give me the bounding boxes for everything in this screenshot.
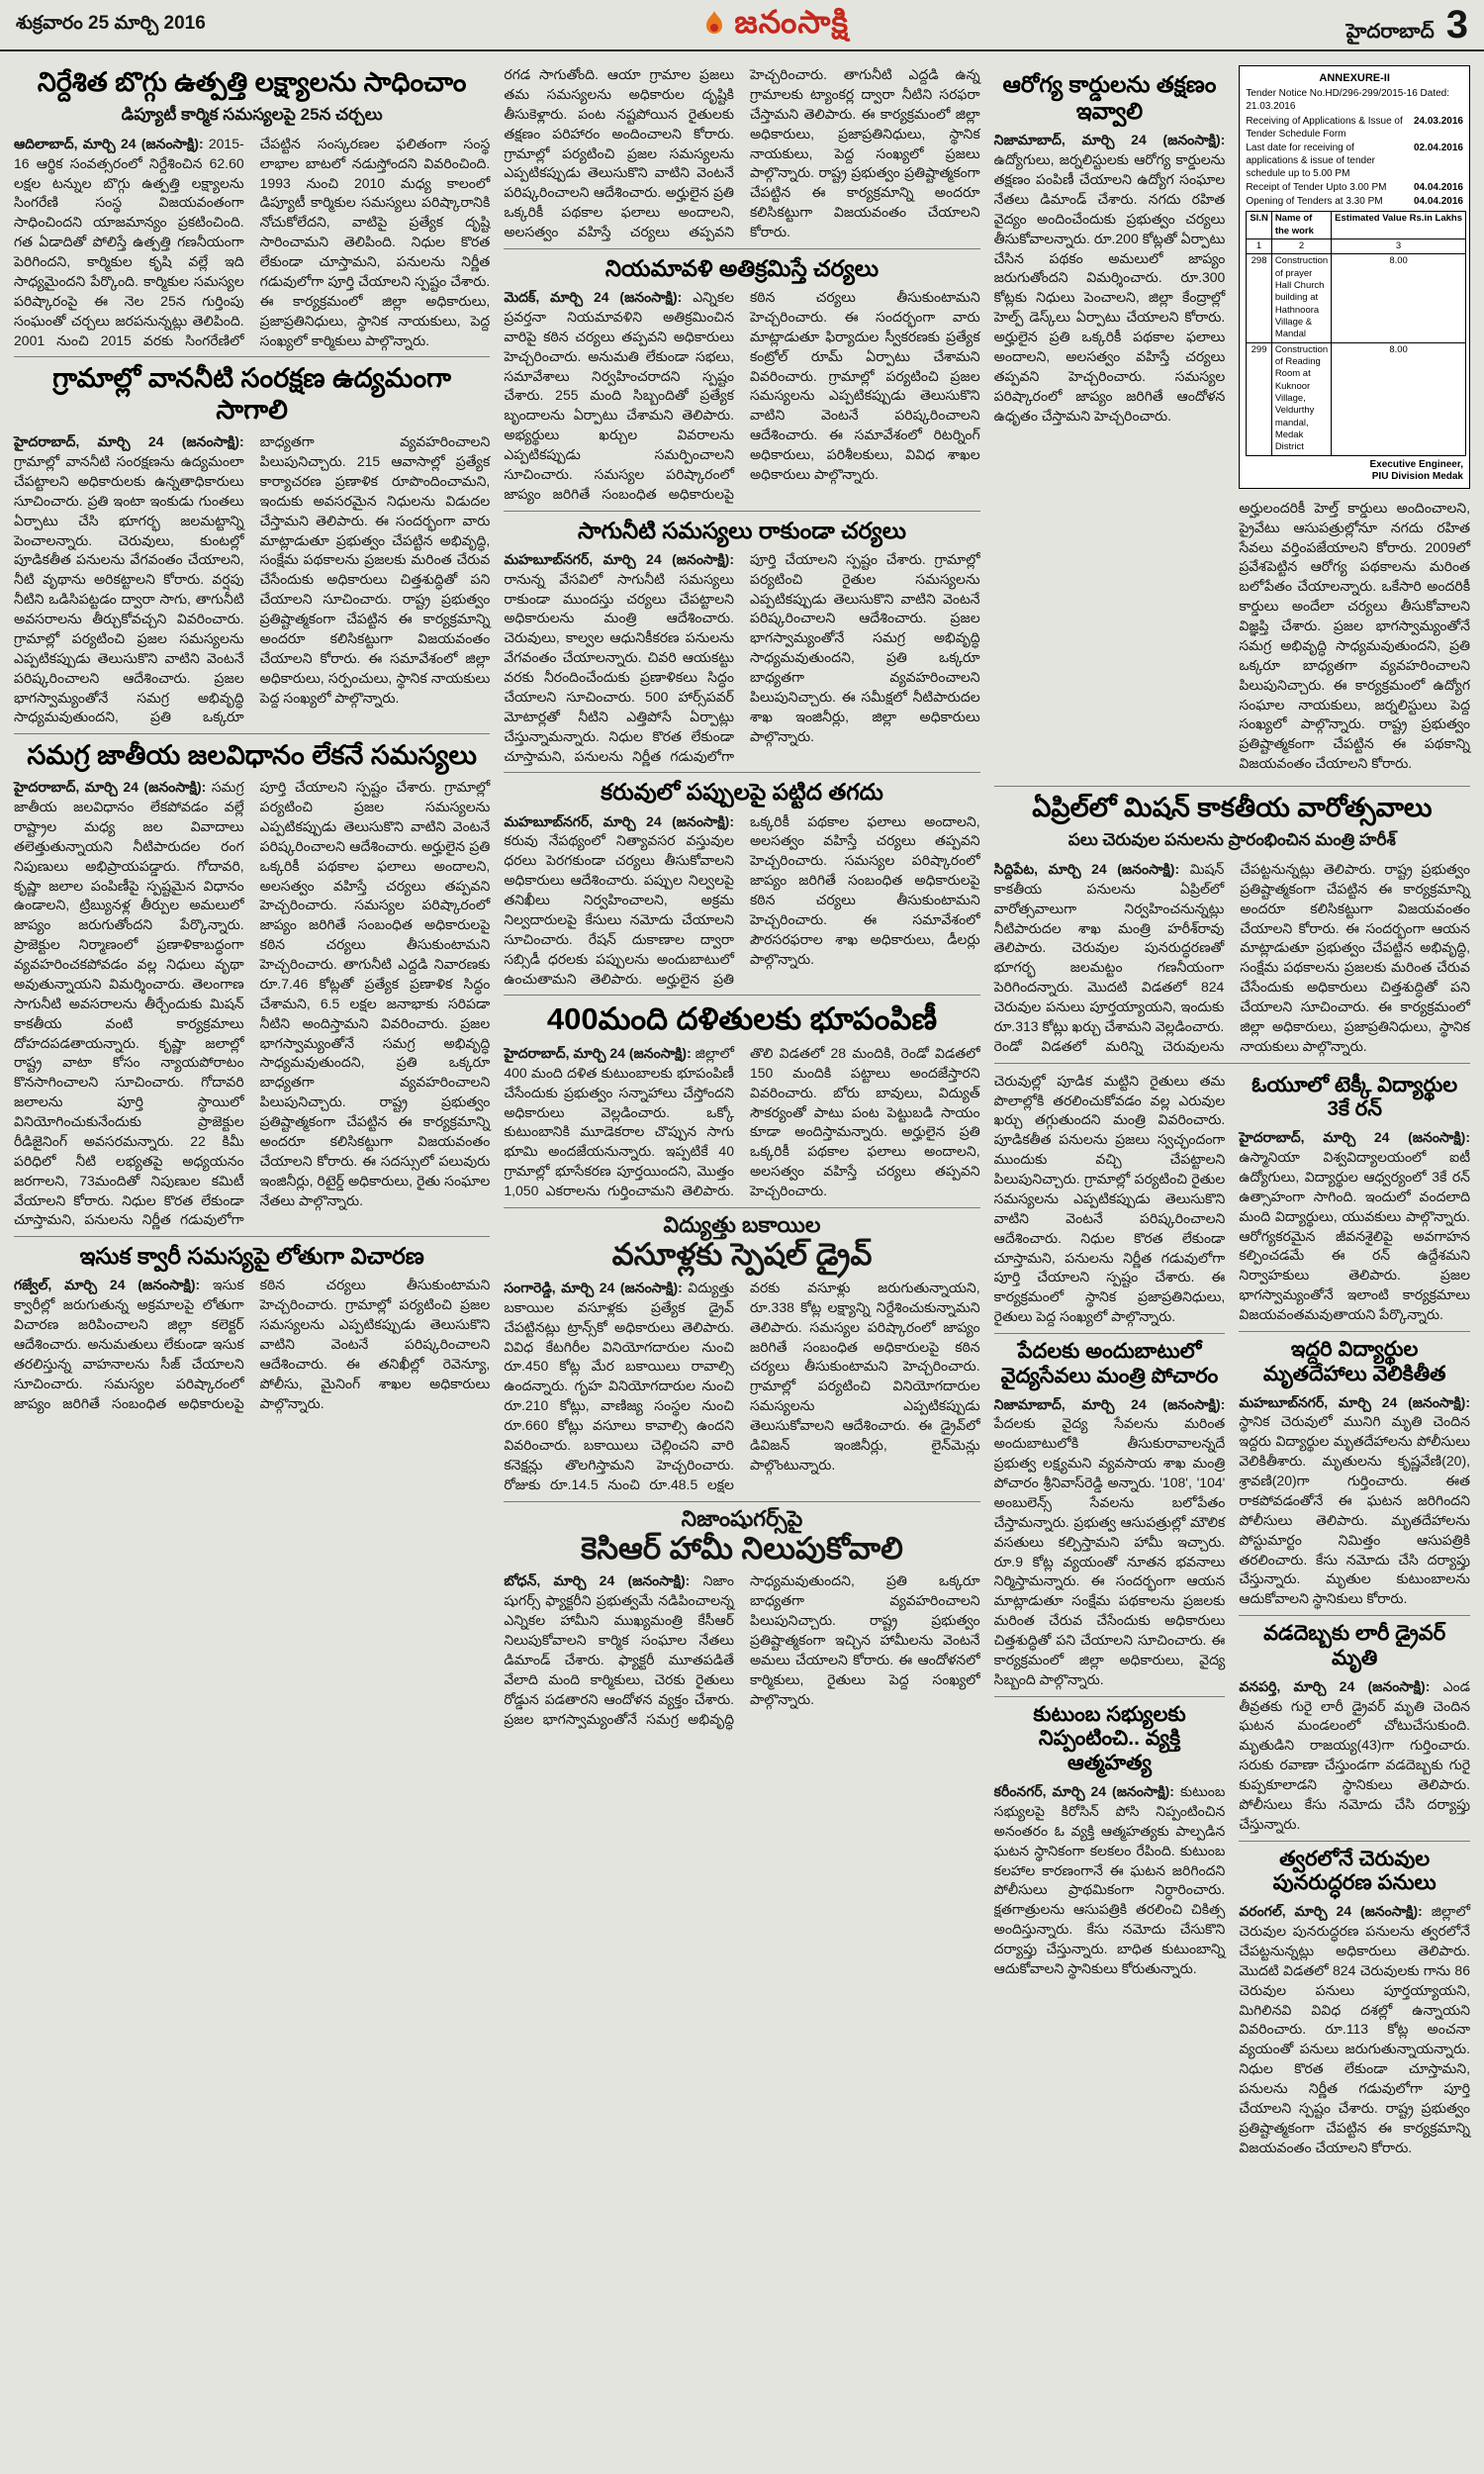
article-body xyxy=(504,65,979,242)
article-body xyxy=(1239,499,1470,774)
body-text: అర్హులందరికీ హెల్త్ కార్డులు అందించాలని, ప్రైవేటు ఆసుపత్రుల్లోనూ నగదు రహిత సేవలు వర్తింపజేయాలని కోరారు. 2009లో ప్రవేశపెట్టిన ఆరోగ్య పథకాలను మరింత బలోపేతం చేయాలన్నారు. ఒకేసారి అందరికీ కార్డులు అందేలా చర్యలు తీసుకోవాలని విజ్ఞప్తి చేశారు. ప్రజల భాగస్వామ్యంతోనే సమగ్ర అభివృద్ధి సాధ్యమవుతుందని, ప్రతి ఒక్కరూ బాధ్యతగా వ్యవహరించాలని పిలుపునిచ్చారు. ఈ కార్యక్రమంలో ఉద్యోగ సంఘాల నాయకులు, జర్నలిస్టులు పెద్ద సంఖ్యలో పాల్గొన్నారు. రాష్ట్ర ప్రభుత్వం ప్రతిష్టాత్మకంగా చేపట్టిన ఈ పథకాన్ని విజయవంతం చేయాలని కోరారు. xyxy=(1239,499,1470,772)
article-headline: కరువులో పప్పులపై పట్టిద తగదు xyxy=(601,779,883,806)
article-water-policy xyxy=(14,733,490,1236)
article-headline: వడదెబ్బకు లారీ డ్రైవర్ మృతి xyxy=(1263,1622,1446,1669)
article-lorry-driver-death xyxy=(1239,1615,1470,1841)
body-text: గ్రామాల్లో వాననీటి సంరక్షణను ఉద్యమంలా చేపట్టాలని అధికారులకు ఉన్నతాధికారులు సూచించారు. ప్రతి ఇంటా ఇంకుడు గుంతలు ఏర్పాటు చేసి భూగర్భ జలమట్టాన్ని పెంచాలన్నారు. చెరువులు, కుంటల్లో పూడికతీత పనులను వేగవంతం చేయాలని, నీటి వృథాను అరికట్టాలని కోరారు. వర్షపు నీటిని ఒడిసిపట్టడం ద్వారా సాగు, తాగునీటి అవసరాలను తీర్చుకోవచ్చని వివరించారు. గ్రామాల్లో పర్యటించి ప్రజల సమస్యలను ఎప్పటికప్పుడు తెలుసుకొని వాటిని వెంటనే పరిష్కరించాలని ఆదేశించారు. ప్రజల భాగస్వామ్యంతోనే సమగ్ర అభివృద్ధి సాధ్యమవుతుందని, ప్రతి ఒక్కరూ బాధ్యతగా వ్యవహరించాలని పిలుపునిచ్చారు. 215 ఆవాసాల్లో ప్రత్యేక కార్యాచరణ ప్రణాళిక రూపొందించామని, ఇందుకు అవసరమైన నిధులను విడుదల చేస్తామని తెలిపారు. ఈ సందర్భంగా వారు మాట్లాడుతూ ప్రభుత్వం చేపట్టిన అభివృద్ధి, సంక్షేమ పథకాలను ప్రజలకు మరింత చేరువ చేసేందుకు అధికారులు చిత్తశుద్ధితో పని చేయాలని సూచించారు. రాష్ట్ర ప్రభుత్వం ప్రతిష్టాత్మకంగా చేపట్టిన ఈ కార్యక్రమాన్ని అందరూ కలిసికట్టుగా విజయవంతం చేయాలని కోరారు. ఈ సమావేశంలో జిల్లా అధికారులు, సర్పంచులు, స్థానిక నాయకులు పెద్ద సంఖ్యలో పాల్గొన్నారు. xyxy=(14,433,491,725)
article-poor-health-services xyxy=(994,1333,1226,1696)
article-body xyxy=(504,1279,979,1495)
article-health-cards xyxy=(994,65,1226,431)
article-kakatiya-continuation xyxy=(994,1068,1226,1333)
work-description: Construction of Reading Room at Kuknoor Village, Veldurthy mandal, Medak District xyxy=(1271,342,1331,455)
article-body xyxy=(504,1044,979,1201)
article-headline-line1: నిజాంషుగర్స్‌పై xyxy=(681,1505,803,1531)
dateline: మహబూబ్‌నగర్, మార్చి 24 (జనంసాక్షి): xyxy=(504,812,734,829)
band-right xyxy=(994,61,1470,2464)
schedule-line xyxy=(1246,195,1463,208)
dateline: మహబూబ్‌నగర్, మార్చి 24 (జనంసాక్షి): xyxy=(504,550,734,567)
dateline: సంగారెడ్డి, మార్చి 24 (జనంసాక్షి): xyxy=(504,1279,683,1295)
article-body xyxy=(14,778,490,1230)
body-text: పేదలకు వైద్య సేవలను మరింత అందుబాటులోకి తీసుకురావాలన్నదే ప్రభుత్వ లక్ష్యమని వ్యవసాయ శాఖ మంత్రి పోచారం శ్రీనివాస్‌రెడ్డి అన్నారు. '108', '104' అంబులెన్స్ సేవలను బలోపేతం చేస్తామన్నారు. ప్రభుత్వ ఆసుపత్రుల్లో మౌలిక వసతులు కల్పిస్తామని హామీ ఇచ్చారు. రూ.9 కోట్ల వ్యయంతో నూతన భవనాలు నిర్మిస్తామన్నారు. ఈ సందర్భంగా ఆయన మాట్లాడుతూ సంక్షేమ పథకాలను ప్రజలకు మరింత చేరువ చేసేందుకు అధికారులు చిత్తశుద్ధితో పని చేయాలని సూచించారు. ఈ కార్యక్రమంలో జిల్లా అధికారులు, వైద్య సిబ్బంది పాల్గొన్నారు. xyxy=(993,1415,1226,1687)
tender-works-table xyxy=(1246,211,1466,456)
work-description: Construction of prayer Hall Church building at Hathnoora Village & Mandal xyxy=(1271,254,1331,342)
body-text: జిల్లాలో 400 మంది దళిత కుటుంబాలకు భూపంపిణీ చేసేందుకు ప్రభుత్వం సన్నాహాలు చేస్తోందని అధికారులు వెల్లడించారు. ఒక్కో కుటుంబానికి మూడెకరాల చొప్పున సాగు భూమి అందజేయనున్నారు. ఇప్పటికే 40 గ్రామాల్లో భూసేకరణ పూర్తయిందని, మొత్తం 1,050 ఎకరాలను గుర్తించామని తెలిపారు. తొలి విడతలో 28 మందికి, రెండో విడతలో 150 మందికి పట్టాలు అందజేస్తారని వివరించారు. బోరు బావులు, విద్యుత్ సౌకర్యంతో పాటు పంట పెట్టుబడి సాయం కూడా అందిస్తామన్నారు. అర్హులైన ప్రతి ఒక్కరికీ పథకాల ఫలాలు అందాలని, అలసత్వం వహిస్తే చర్యలు తప్పవని హెచ్చరించారు. xyxy=(504,1044,980,1199)
right-top-col5 xyxy=(994,65,1226,780)
article-coal-production xyxy=(14,61,490,356)
col-value: Estimated Value Rs.in Lakhs xyxy=(1332,212,1466,239)
signoff-designation: Executive Engineer, xyxy=(1369,458,1463,470)
body-text: విద్యుత్తు బకాయిల వసూళ్లకు ప్రత్యేక డ్రైవ్ చేపట్టినట్లు ట్రాన్స్‌కో అధికారులు తెలిపారు. వివిధ కేటగిరీల వినియోగదారుల నుంచి రూ.450 కోట్ల మేర బకాయిలు రావాల్సి ఉందన్నారు. గృహ వినియోగదారుల నుంచి రూ.210 కోట్లు, వాణిజ్య సంస్థల నుంచి రూ.660 కోట్లు వసూలు కావాల్సి ఉందని వివరించారు. బకాయిలు చెల్లించని వారి కనెక్షన్లు తొలగిస్తామని హెచ్చరించారు. రోజుకు రూ.14.5 నుంచి రూ.48.5 లక్షల వరకు వసూళ్లు జరుగుతున్నాయని, రూ.338 కోట్ల లక్ష్యాన్ని నిర్దేశించుకున్నామని తెలిపారు. సమస్యల పరిష్కారంలో జాప్యం జరిగితే సంబంధిత అధికారులపై కఠిన చర్యలు తీసుకుంటామని హెచ్చరించారు. గ్రామాల్లో పర్యటించి వినియోగదారుల సమస్యలను ఎప్పటికప్పుడు తెలుసుకోవాలని ఆదేశించారు. ఈ డ్రైవ్‌లో డివిజన్ ఇంజినీర్లు, లైన్‌మెన్లు పాల్గొంటున్నారు. xyxy=(504,1279,980,1492)
body-text: ఉద్యోగులు, జర్నలిస్టులకు ఆరోగ్య కార్డులను తక్షణం పంపిణీ చేయాలని ఉద్యోగ సంఘాల నేతలు డిమాండ్ చేశారు. నగదు రహిత వైద్యం అందించేందుకు ప్రభుత్వం చర్యలు తీసుకోవాలన్నారు. రూ.200 కోట్లతో ఏర్పాటు చేసిన పథకం అమలులో జాప్యం జరుగుతోందని విమర్శించారు. రూ.300 కోట్లకు నిధులు పెంచాలని, జిల్లా కేంద్రాల్లో హెల్ప్ డెస్క్‌లు ఏర్పాటు చేయాలని కోరారు. అర్హులైన ప్రతి ఒక్కరికీ పథకాల ఫలాలు అందాలని, అలసత్వం వహిస్తే చర్యలు తప్పవని హెచ్చరించారు. సమస్యల పరిష్కారంలో జాప్యం జరిగితే ఆందోళన ఉధృతం చేస్తామని హెచ్చరించారు. xyxy=(993,151,1226,424)
article-ou-techie-run xyxy=(1239,1068,1470,1331)
right-bottom-col5 xyxy=(994,1068,1226,2164)
city-label: హైదరాబాద్ xyxy=(1345,20,1435,43)
article-headline: సమగ్ర జాతీయ జలవిధానం లేకనే సమస్యలు xyxy=(27,740,477,771)
article-headline: త్వరలోనే చెరువుల పునరుద్ధరణ పనులు xyxy=(1272,1847,1437,1895)
dateline: మెదక్, మార్చి 24 (జనంసాక్షి): xyxy=(504,289,683,305)
page-header xyxy=(0,0,1484,51)
body-text: మిషన్ కాకతీయ పనులను ఏప్రిల్‌లో వారోత్సవాలుగా నిర్వహించనున్నట్లు నీటిపారుదల శాఖ మంత్రి హరీశ్‌రావు తెలిపారు. చెరువుల పునరుద్ధరణతో భూగర్భ జలమట్టం గణనీయంగా పెరిగిందన్నారు. మొదటి విడతలో 824 చెరువుల పనులు పూర్తయ్యాయని, ఇందుకు రూ.313 కోట్లు ఖర్చు చేశామని వెల్లడించారు. రెండో విడతలో మరిన్ని చెరువులను చేపట్టనున్నట్లు తెలిపారు. రాష్ట్ర ప్రభుత్వం ప్రతిష్టాత్మకంగా చేపట్టిన ఈ కార్యక్రమాన్ని అందరూ కలిసికట్టుగా విజయవంతం చేయాలని కోరారు. ఈ సందర్భంగా ఆయన మాట్లాడుతూ ప్రభుత్వం చేపట్టిన అభివృద్ధి, సంక్షేమ పథకాలను ప్రజలకు మరింత చేరువ చేసేందుకు అధికారులు చిత్తశుద్ధితో పని చేయాలని సూచించారు. ఈ కార్యక్రమంలో జిల్లా అధికారులు, ప్రజాప్రతినిధులు, స్థానిక నాయకులు పాల్గొన్నారు. xyxy=(993,860,1470,1054)
article-body xyxy=(14,1276,490,1413)
article-body xyxy=(1239,1393,1470,1610)
article-headline: కుటుంబ సభ్యులకు నిప్పంటించి.. వ్యక్తి ఆత్మహత్య xyxy=(1033,1702,1186,1775)
article-headline: గ్రామాల్లో వాననీటి సంరక్షణ ఉద్యమంగా సాగాలి xyxy=(52,363,452,426)
col-num: 1 xyxy=(1247,238,1271,253)
article-power-dues-drive xyxy=(504,1207,979,1501)
article-body xyxy=(994,1072,1226,1327)
schedule-label: Receipt of Tender Upto 3.00 PM xyxy=(1246,182,1387,194)
body-text: ఎన్నికల ప్రవర్తనా నియమావళిని అతిక్రమించిన వారిపై కఠిన చర్యలు తప్పవని అధికారులు హెచ్చరించారు. అనుమతి లేకుండా సభలు, సమావేశాలు నిర్వహించరాదని స్పష్టం చేశారు. 255 మంది సిబ్బందితో ప్రత్యేక బృందాలను ఏర్పాటు చేశామని తెలిపారు. అభ్యర్థులు ఖర్చుల వివరాలను ఎప్పటికప్పుడు సమర్పించాలని సూచించారు. సమస్యల పరిష్కారంలో జాప్యం జరిగితే సంబంధిత అధికారులపై కఠిన చర్యలు తీసుకుంటామని హెచ్చరించారు. ఈ సందర్భంగా వారు మాట్లాడుతూ ఫిర్యాదుల స్వీకరణకు ప్రత్యేక కంట్రోల్ రూమ్ ఏర్పాటు చేశామని వివరించారు. గ్రామాల్లో పర్యటించి ప్రజల సమస్యలను ఎప్పటికప్పుడు తెలుసుకొని వాటిని వెంటనే పరిష్కరించాలని ఆదేశించారు. ఈ సమావేశంలో రిటర్నింగ్ అధికారులు, పరిశీలకులు, వివిధ శాఖల అధికారులు పాల్గొన్నారు. xyxy=(504,289,980,502)
schedule-line xyxy=(1246,115,1463,141)
schedule-date: 02.04.2016 xyxy=(1413,143,1463,154)
article-rainwater-conservation xyxy=(14,356,490,733)
page-content xyxy=(0,51,1484,2464)
band-middle xyxy=(504,61,979,2464)
table-row xyxy=(1247,254,1466,342)
work-slno: 298 xyxy=(1247,254,1271,342)
schedule-date: 24.03.2016 xyxy=(1413,116,1463,128)
work-slno: 299 xyxy=(1247,342,1271,455)
body-text: రానున్న వేసవిలో సాగునీటి సమస్యలు రాకుండా ముందస్తు చర్యలు చేపట్టాలని అధికారులను మంత్రి ఆదేశించారు. చెరువులు, కాల్వల ఆధునికీకరణ పనులను వేగవంతం చేయాలన్నారు. చివరి ఆయకట్టు వరకు నీరందించేందుకు ప్రణాళికలు సిద్ధం చేయాలని సూచించారు. 500 హార్స్‌పవర్ మోటార్లతో నీటిని ఎత్తిపోసే ఏర్పాట్లు చేస్తున్నామన్నారు. నిధుల కొరత లేకుండా చూస్తామని, పనులను నిర్ణీత గడువులోగా పూర్తి చేయాలని స్పష్టం చేశారు. గ్రామాల్లో పర్యటించి రైతుల సమస్యలను ఎప్పటికప్పుడు తెలుసుకొని వాటిని వెంటనే పరిష్కరించాలని ఆదేశించారు. ప్రజల భాగస్వామ్యంతోనే సమగ్ర అభివృద్ధి సాధ్యమవుతుందని, ప్రతి ఒక్కరూ బాధ్యతగా వ్యవహరించాలని పిలుపునిచ్చారు. ఈ సమీక్షలో నీటిపారుదల శాఖ ఇంజినీర్లు, జిల్లా అధికారులు పాల్గొన్నారు. xyxy=(504,550,980,764)
article-body xyxy=(1239,1677,1470,1835)
body-text: ఉస్మానియా విశ్వవిద్యాలయంలో ఐటీ ఉద్యోగులు, విద్యార్థుల ఆధ్వర్యంలో 3కే రన్ ఉత్సాహంగా సాగింది. ఇందులో వందలాది మంది విద్యార్థులు, యువకులు పాల్గొన్నారు. ఆరోగ్యకరమైన జీవనశైలిపై అవగాహన కల్పించడమే ఈ రన్ ఉద్దేశమని నిర్వాహకులు తెలిపారు. ప్రజల భాగస్వామ్యంతోనే ఇలాంటి కార్యక్రమాలు విజయవంతమవుతాయని పేర్కొన్నారు. xyxy=(1239,1149,1470,1323)
right-top-row xyxy=(994,61,1470,786)
article-students-bodies xyxy=(1239,1331,1470,1615)
article-headline: పేదలకు అందుబాటులో వైద్యసేవలు మంత్రి పోచారం xyxy=(1000,1340,1219,1387)
article-headline: 400మంది దళితులకు భూపంపిణీ xyxy=(546,1001,938,1037)
article-body xyxy=(994,860,1470,1057)
dateline: హైదరాబాద్, మార్చి 24 (జనంసాక్షి): xyxy=(14,779,207,796)
right-top-col6 xyxy=(1239,65,1470,780)
body-text: కుటుంబ సభ్యులపై కిరోసిన్ పోసి నిప్పంటించిన అనంతరం ఓ వ్యక్తి ఆత్మహత్యకు పాల్పడిన ఘటన స్థానికంగా కలకలం రేపింది. కుటుంబ కలహాల కారణంగానే ఈ ఘటన జరిగిందని పోలీసులు ప్రాథమికంగా నిర్ధారించారు. క్షతగాత్రులను ఆసుపత్రికి తరలించి చికిత్స అందిస్తున్నారు. కేసు నమోదు చేసుకొని దర్యాప్తు చేస్తున్నారు. బాధిత కుటుంబాన్ని ఆదుకోవాలని స్థానికులు కోరుతున్నారు. xyxy=(993,1783,1226,1976)
dateline: కరీంనగర్, మార్చి 24 (జనంసాక్షి): xyxy=(993,1783,1174,1800)
article-headline-line2: వసూళ్లకు స్పెషల్ డ్రైవ్ xyxy=(611,1237,873,1273)
schedule-date: 04.04.2016 xyxy=(1413,182,1463,194)
dateline: బోధన్, మార్చి 24 (జనంసాక్షి): xyxy=(504,1572,691,1589)
dateline: ఆదిలాబాద్, మార్చి 24 (జనంసాక్షి): xyxy=(14,135,204,151)
dateline: నిజామాబాద్, మార్చి 24 (జనంసాక్షి): xyxy=(993,1395,1226,1412)
article-body xyxy=(14,135,490,351)
article-body xyxy=(504,1571,979,1729)
article-headline: సాగునీటి సమస్యలు రాకుండా చర్యలు xyxy=(577,517,907,543)
dateline: హైదరాబాద్, మార్చి 24 (జనంసాక్షి): xyxy=(504,1044,692,1061)
schedule-label: Receiving of Applications & Issue of Tender Schedule Form xyxy=(1246,116,1403,141)
masthead-logo xyxy=(702,4,849,48)
masthead-title: జనంసాక్షి xyxy=(734,3,850,40)
article-headline: ఓయూలో టెక్కీ విద్యార్థుల 3కే రన్ xyxy=(1252,1073,1458,1121)
work-value: 8.00 xyxy=(1332,254,1466,342)
article-pond-restoration xyxy=(1239,1841,1470,2164)
article-dalit-land xyxy=(504,995,979,1207)
table-header-row xyxy=(1247,212,1466,239)
article-body xyxy=(1239,1128,1470,1325)
article-continuation-top xyxy=(504,61,979,248)
article-health-cards-continuation xyxy=(1239,495,1470,780)
dateline: వరంగల్, మార్చి 24 (జనంసాక్షి): xyxy=(1239,1903,1423,1920)
body-text: కరువు నేపథ్యంలో నిత్యావసర వస్తువుల ధరలు పెరగకుండా చర్యలు తీసుకోవాలని అధికారులు ఆదేశించారు. పప్పుల నిల్వలపై తనిఖీలు నిర్వహించాలని, అక్రమ నిల్వదారులపై కేసులు నమోదు చేయాలని సూచించారు. రేషన్ దుకాణాల ద్వారా సబ్సిడీ ధరలకు పప్పులను అందుబాటులో ఉంచుతామని తెలిపారు. అర్హులైన ప్రతి ఒక్కరికీ పథకాల ఫలాలు అందాలని, అలసత్వం వహిస్తే చర్యలు తప్పవని హెచ్చరించారు. సమస్యల పరిష్కారంలో జాప్యం జరిగితే సంబంధిత అధికారులపై కఠిన చర్యలు తీసుకుంటామని హెచ్చరించారు. ఈ సమావేశంలో పౌరసరఫరాల శాఖ అధికారులు, డీలర్లు పాల్గొన్నారు. xyxy=(504,812,980,987)
article-mission-kakatiya xyxy=(994,786,1470,1063)
body-text: సమగ్ర జాతీయ జలవిధానం లేకపోవడం వల్లే రాష్ట్రాల మధ్య జల వివాదాలు తలెత్తుతున్నాయని నీటిపారుదల రంగ నిపుణులు అభిప్రాయపడ్డారు. గోదావరి, కృష్ణా జలాల పంపిణీపై స్పష్టమైన విధానం ఉండాలని, ట్రిబ్యునళ్ల తీర్పుల అమలులో జాప్యం జరుగుతోందని పేర్కొన్నారు. ప్రాజెక్టుల నిర్మాణంలో ప్రణాళికాబద్ధంగా వ్యవహరించకపోవడం వల్ల నిధులు వృథా అవుతున్నాయని విమర్శించారు. తెలంగాణ సాగునీటి అవసరాలను తీర్చేందుకు మిషన్ కాకతీయ వంటి కార్యక్రమాలు దోహదపడతాయన్నారు. కృష్ణా జలాల్లో రాష్ట్ర వాటా కోసం న్యాయపోరాటం కొనసాగించాలని సూచించారు. గోదావరి జలాలను పూర్తి స్థాయిలో వినియోగించుకునేందుకు ప్రాజెక్టుల రీడిజైనింగ్ అవసరమన్నారు. 22 కిమీ పరిధిలో నీటి లభ్యతపై అధ్యయనం జరగాలని, 73మందితో నిపుణుల కమిటీ వేయాలని కోరారు. నిధుల కొరత లేకుండా చూస్తామని, పనులను నిర్ణీత గడువులోగా పూర్తి చేయాలని స్పష్టం చేశారు. గ్రామాల్లో పర్యటించి ప్రజల సమస్యలను ఎప్పటికప్పుడు తెలుసుకొని వాటిని వెంటనే పరిష్కరించాలని ఆదేశించారు. అర్హులైన ప్రతి ఒక్కరికీ పథకాల ఫలాలు అందాలని, అలసత్వం వహిస్తే చర్యలు తప్పవని హెచ్చరించారు. సమస్యల పరిష్కారంలో జాప్యం జరిగితే సంబంధిత అధికారులపై కఠిన చర్యలు తీసుకుంటామని హెచ్చరించారు. తాగునీటి ఎద్దడి నివారణకు రూ.7.46 కోట్లతో ప్రత్యేక ప్రణాళిక సిద్ధం చేశామని, 6.5 లక్షల జనాభాకు సరిపడా నీటిని అందిస్తామని వివరించారు. ప్రజల భాగస్వామ్యంతోనే సమగ్ర అభివృద్ధి సాధ్యమవుతుందని, ప్రతి ఒక్కరూ బాధ్యతగా వ్యవహరించాలని పిలుపునిచ్చారు. రాష్ట్ర ప్రభుత్వం ప్రతిష్టాత్మకంగా చేపట్టిన ఈ కార్యక్రమాన్ని అందరూ కలిసికట్టుగా విజయవంతం చేయాలని కోరారు. ఈ సదస్సులో పలువురు ఇంజినీర్లు, రిటైర్డ్ అధికారులు, రైతు సంఘాల నేతలు పాల్గొన్నారు. xyxy=(14,779,491,1228)
article-code-violation xyxy=(504,248,979,511)
body-text: స్థానిక చెరువులో మునిగి మృతి చెందిన ఇద్దరు విద్యార్థుల మృతదేహాలను పోలీసులు వెలికితీశారు. మృతులను కృష్ణవేణి(20), శ్రావణి(20)గా గుర్తించారు. ఈత రాకపోవడంతోనే ఈ ఘటన జరిగిందని పోలీసులు తెలిపారు. మృతదేహాలను పోస్టుమార్టం నిమిత్తం ఆసుపత్రికి తరలించారు. కేసు నమోదు చేసి దర్యాప్తు చేస్తున్నారు. మృతుల కుటుంబాలను ఆదుకోవాలని స్థానికులు కోరారు. xyxy=(1239,1413,1470,1607)
schedule-line xyxy=(1246,181,1463,194)
col-num: 2 xyxy=(1271,238,1331,253)
article-family-fire-suicide xyxy=(994,1696,1226,1985)
body-text: 2015-16 ఆర్థిక సంవత్సరంలో నిర్దేశించిన 62.60 లక్షల టన్నుల బొగ్గు ఉత్పత్తి లక్ష్యాలను సింగరేణి సంస్థ విజయవంతంగా సాధించిందని యాజమాన్యం ప్రకటించింది. గత ఏడాదితో పోలిస్తే ఉత్పత్తి గణనీయంగా పెరిగిందని, కార్మికుల కృషి వల్లే ఇది సాధ్యమైందని పేర్కొంది. కార్మికుల సమస్యల పరిష్కారంపై ఈ నెల 25న గుర్తింపు సంఘంతో చర్చలు జరపనున్నట్లు తెలిపింది. 2001 నుంచి 2015 వరకు సింగరేణిలో చేపట్టిన సంస్కరణల ఫలితంగా సంస్థ లాభాల బాటలో నడుస్తోందని వివరించింది. 1993 నుంచి 2010 మధ్య కాలంలో డిప్యూటీ కార్మికుల సమస్యలు పరిష్కారానికి నోచుకోలేదని, వాటిపై ప్రత్యేక దృష్టి సారించామని తెలిపింది. నిధుల కొరత లేకుండా చూస్తామని, పనులను నిర్ణీత గడువులోగా పూర్తి చేయాలని స్పష్టం చేశారు. ఈ కార్యక్రమంలో జిల్లా అధికారులు, ప్రజాప్రతినిధులు, స్థానిక నాయకులు, పెద్ద సంఖ్యలో కార్మికులు పాల్గొన్నారు. xyxy=(14,135,491,348)
article-body xyxy=(14,432,490,727)
article-body xyxy=(994,131,1226,426)
dateline: హైదరాబాద్, మార్చి 24 (జనంసాక్షి): xyxy=(14,433,244,450)
article-body xyxy=(1239,1902,1470,2157)
article-headline: నిర్దేశిత బొగ్గు ఉత్పత్తి లక్ష్యాలను సాధించాం xyxy=(37,67,467,97)
dateline: గజ్వేల్, మార్చి 24 (జనంసాక్షి): xyxy=(14,1277,201,1293)
page-number: 3 xyxy=(1445,2,1468,47)
article-body xyxy=(504,550,979,767)
col-work: Name of the work xyxy=(1271,212,1331,239)
schedule-date: 04.04.2016 xyxy=(1413,196,1463,208)
table-number-row xyxy=(1247,238,1466,253)
masthead-flame-icon xyxy=(702,10,726,43)
body-text: ఎండ తీవ్రతకు గురై లారీ డ్రైవర్ మృతి చెందిన ఘటన మండలంలో చోటుచేసుకుంది. మృతుడిని రాజయ్య(43)గా గుర్తించారు. సరుకు రవాణా చేస్తుండగా వడదెబ్బకు గురై కుప్పకూలాడని స్థానికులు తెలిపారు. పోలీసులు కేసు నమోదు చేసి దర్యాప్తు చేస్తున్నారు. xyxy=(1239,1677,1470,1832)
annexure-title: ANNEXURE-II xyxy=(1319,72,1390,84)
col-num: 3 xyxy=(1332,238,1466,253)
article-headline-line2: కెసిఆర్ హామీ నిలుపుకోవాలి xyxy=(581,1530,903,1566)
signoff-division: PIU Division Medak xyxy=(1371,470,1463,482)
body-text: చెరువుల్లో పూడిక మట్టిని రైతులు తమ పొలాల్లోకి తరలించుకోవడం వల్ల ఎరువుల ఖర్చు తగ్గుతుందని మంత్రి వివరించారు. పూడికతీత పనులను ప్రజలు స్వచ్ఛందంగా ముందుకు వచ్చి చేపట్టాలని పిలుపునిచ్చారు. గ్రామాల్లో పర్యటించి రైతుల సమస్యలను ఎప్పటికప్పుడు తెలుసుకొని వాటిని వెంటనే పరిష్కరించాలని ఆదేశించారు. నిధుల కొరత లేకుండా చూస్తామని, పనులను నిర్ణీత గడువులోగా పూర్తి చేయాలని స్పష్టం చేశారు. ఈ కార్యక్రమంలో స్థానిక ప్రజాప్రతినిధులు, రైతులు పెద్ద సంఖ్యలో పాల్గొన్నారు. xyxy=(993,1072,1226,1325)
dateline: నిజామాబాద్, మార్చి 24 (జనంసాక్షి): xyxy=(993,132,1226,148)
dateline: మహబూబ్‌నగర్, మార్చి 24 (జనంసాక్షి): xyxy=(1239,1393,1470,1410)
article-pulses-drought xyxy=(504,772,979,995)
article-subhead: పలు చెరువుల పనులను ప్రారంభించిన మంత్రి హరీశ్ xyxy=(1067,829,1396,849)
dateline: సిద్దిపేట, మార్చి 24 (జనంసాక్షి): xyxy=(993,860,1180,877)
article-headline: ఏప్రిల్‌లో మిషన్ కాకతీయ వారోత్సవాలు xyxy=(1032,793,1433,823)
schedule-label: Opening of Tenders at 3.30 PM xyxy=(1246,196,1383,208)
article-sand-quarry xyxy=(14,1236,490,1419)
col-slno: Sl.N xyxy=(1247,212,1271,239)
article-headline: నియమావళి అతిక్రమిస్తే చర్యలు xyxy=(604,254,880,281)
body-text: జిల్లాలో చెరువుల పునరుద్ధరణ పనులను త్వరలోనే చేపట్టనున్నట్లు అధికారులు తెలిపారు. మొదటి విడతలో 824 చెరువులకు గాను 86 చెరువుల పనులు పూర్తయ్యాయని, మిగిలినవి వివిధ దశల్లో ఉన్నాయని వివరించారు. రూ.113 కోట్ల అంచనా వ్యయంతో పనులు జరుగుతున్నాయన్నారు. నిధుల కొరత లేకుండా చూస్తామని, పనులను నిర్ణీత గడువులోగా పూర్తి చేయాలని స్పష్టం చేశారు. రాష్ట్ర ప్రభుత్వం ప్రతిష్టాత్మకంగా చేపట్టిన ఈ కార్యక్రమాన్ని విజయవంతం చేయాలని కోరారు. xyxy=(1239,1903,1470,2155)
body-text: ఇసుక క్వారీల్లో జరుగుతున్న అక్రమాలపై లోతుగా విచారణ జరిపించాలని జిల్లా కలెక్టర్ ఆదేశించారు. అనుమతులు లేకుండా ఇసుక తరలిస్తున్న వాహనాలను సీజ్ చేయాలని సూచించారు. సమస్యల పరిష్కారంలో జాప్యం జరిగితే సంబంధిత అధికారులపై కఠిన చర్యలు తీసుకుంటామని హెచ్చరించారు. గ్రామాల్లో పర్యటించి ప్రజల సమస్యలను ఎప్పటికప్పుడు తెలుసుకొని వాటిని వెంటనే పరిష్కరించాలని ఆదేశించారు. ఈ తనిఖీల్లో రెవెన్యూ, పోలీసు, మైనింగ్ శాఖల అధికారులు పాల్గొన్నారు. xyxy=(14,1277,491,1411)
article-irrigation-measures xyxy=(504,511,979,773)
dateline: వనపర్తి, మార్చి 24 (జనంసాక్షి): xyxy=(1239,1677,1431,1694)
body-text: నిజాం షుగర్స్ ఫ్యాక్టరీని ప్రభుత్వమే నడిపించాలన్న ఎన్నికల హామీని ముఖ్యమంత్రి కేసీఆర్ నిలుపుకోవాలని కార్మిక సంఘాల నేతలు డిమాండ్ చేశారు. ఫ్యాక్టరీ మూతపడితే వేలాది మంది కార్మికులు, చెరకు రైతులు రోడ్డున పడతారని ఆందోళన వ్యక్తం చేశారు. ప్రజల భాగస్వామ్యంతోనే సమగ్ర అభివృద్ధి సాధ్యమవుతుందని, ప్రతి ఒక్కరూ బాధ్యతగా వ్యవహరించాలని పిలుపునిచ్చారు. రాష్ట్ర ప్రభుత్వం ప్రతిష్టాత్మకంగా ఇచ్చిన హామీలను వెంటనే అమలు చేయాలని కోరారు. ఈ ఆందోళనలో కార్మికులు, రైతులు పెద్ద సంఖ్యలో పాల్గొన్నారు. xyxy=(504,1572,980,1727)
tender-notice-number: Tender Notice No.HD/296-299/2015-16 Dated: 21.03.2016 xyxy=(1246,88,1450,113)
article-body xyxy=(994,1782,1226,1979)
article-headline: ఇద్దరి విద్యార్థుల మృతదేహాలు వెలికితీత xyxy=(1262,1337,1446,1385)
article-headline-line1: విద్యుత్తు బకాయిల xyxy=(663,1211,821,1237)
right-bottom-col6 xyxy=(1239,1068,1470,2164)
article-headline: ఇసుక క్వారీ సమస్యపై లోతుగా విచారణ xyxy=(79,1243,424,1270)
right-bottom-row xyxy=(994,1063,1470,2170)
article-body xyxy=(504,288,979,505)
article-nizam-sugars xyxy=(504,1501,979,1736)
article-subhead: డిప్యూటీ కార్మిక సమస్యలపై 25న చర్చలు xyxy=(121,104,383,124)
table-row xyxy=(1247,342,1466,455)
article-body xyxy=(994,1395,1226,1690)
schedule-label: Last date for receiving of applications & issue of tender schedule up to 5.00 PM xyxy=(1246,143,1375,180)
tender-notice-box xyxy=(1239,65,1470,489)
band-left xyxy=(14,61,490,2464)
body-text: రగడ సాగుతోంది. ఆయా గ్రామాల ప్రజలు తమ సమస్యలను అధికారుల దృష్టికి తీసుకెళ్లారు. పంట నష్టపోయిన రైతులకు తక్షణం పరిహారం అందించాలని కోరారు. గ్రామాల్లో పర్యటించి ప్రజల సమస్యలను ఎప్పటికప్పుడు తెలుసుకొని వాటిని వెంటనే పరిష్కరించాలని ఆదేశించారు. అర్హులైన ప్రతి ఒక్కరికీ పథకాల ఫలాలు అందాలని, అలసత్వం వహిస్తే చర్యలు తప్పవని హెచ్చరించారు. తాగునీటి ఎద్దడి ఉన్న గ్రామాలకు ట్యాంకర్ల ద్వారా నీటిని సరఫరా చేస్తామని తెలిపారు. ఈ కార్యక్రమంలో జిల్లా అధికారులు, ప్రజాప్రతినిధులు, స్థానిక నాయకులు, పెద్ద సంఖ్యలో ప్రజలు పాల్గొన్నారు. రాష్ట్ర ప్రభుత్వం ప్రతిష్టాత్మకంగా చేపట్టిన ఈ కార్యక్రమాన్ని అందరూ కలిసికట్టుగా విజయవంతం చేయాలని కోరారు. xyxy=(504,66,980,239)
article-headline: ఆరోగ్య కార్డులను తక్షణం ఇవ్వాలి xyxy=(1002,71,1217,125)
dateline: హైదరాబాద్, మార్చి 24 (జనంసాక్షి): xyxy=(1239,1129,1470,1146)
schedule-line xyxy=(1246,142,1463,180)
edition-date: శుక్రవారం 25 మార్చి 2016 xyxy=(16,13,206,34)
article-body xyxy=(504,812,979,990)
work-value: 8.00 xyxy=(1332,342,1466,455)
city-page-block xyxy=(1345,2,1468,48)
